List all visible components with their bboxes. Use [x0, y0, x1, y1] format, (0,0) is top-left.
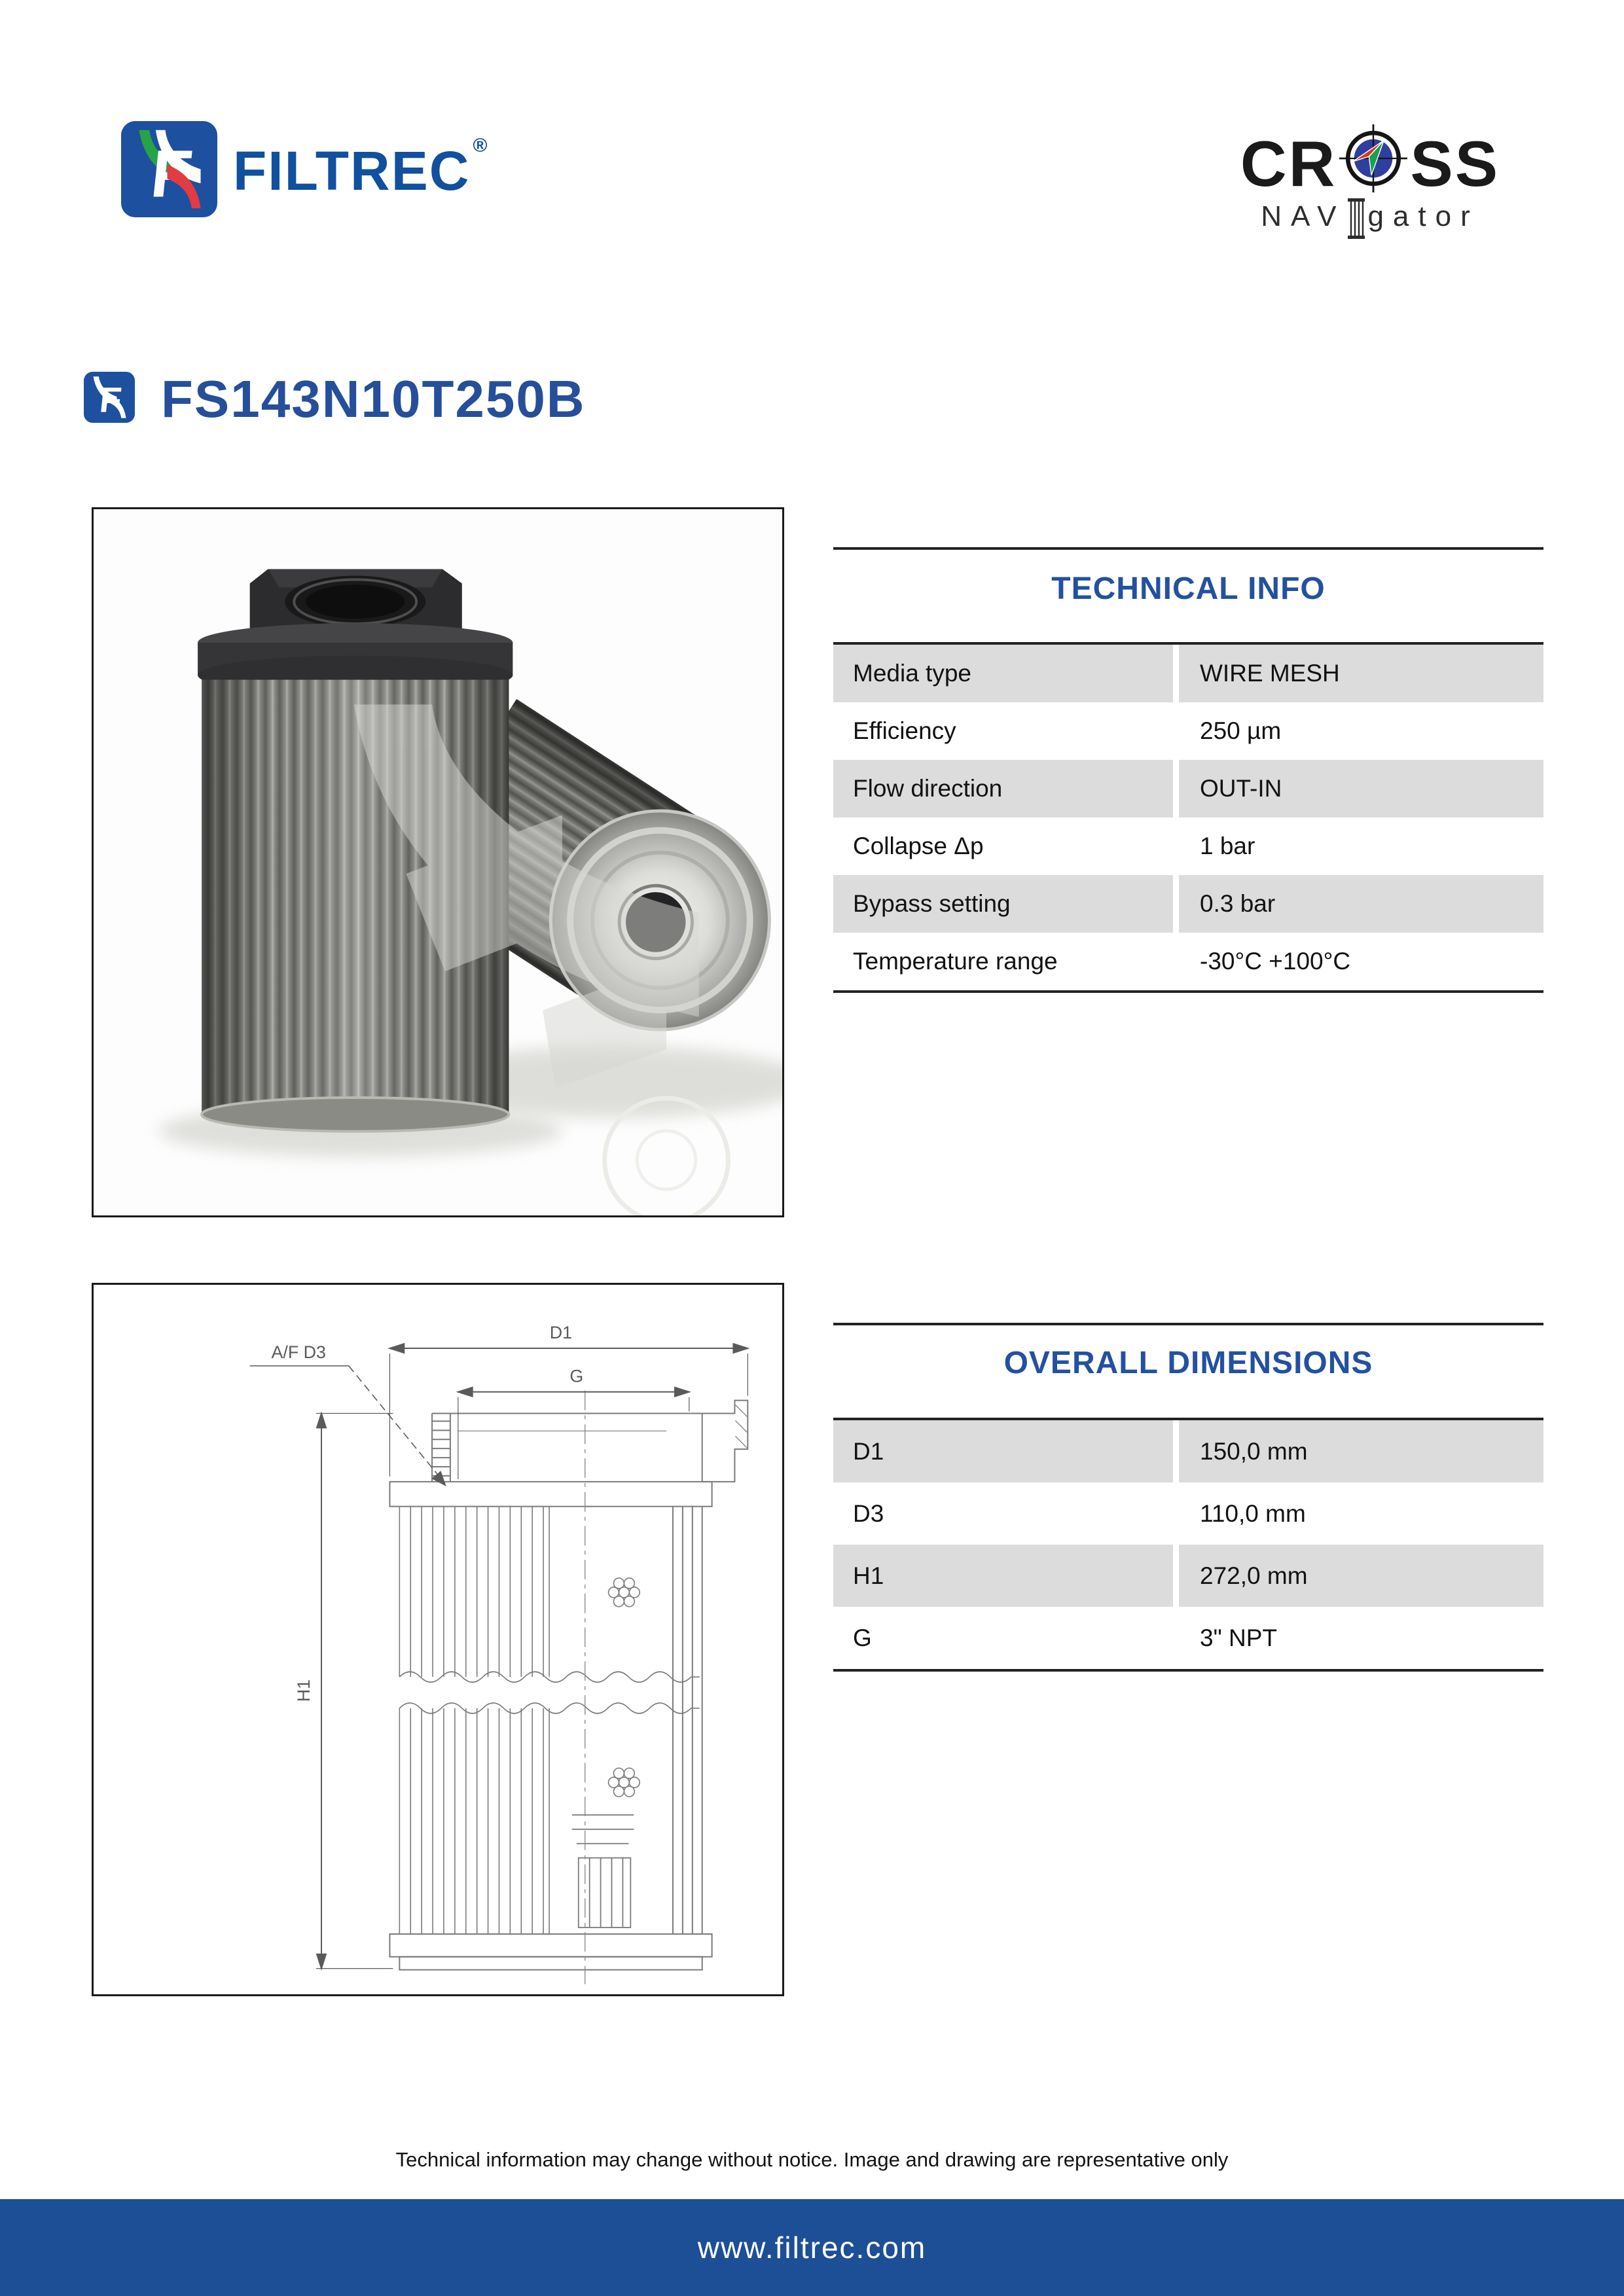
compass-icon: [1339, 124, 1407, 202]
technical-info-table: [833, 642, 1543, 993]
overall-dimensions-title: OVERALL DIMENSIONS: [1003, 1346, 1373, 1380]
row-label: G: [833, 1607, 1173, 1669]
website-link[interactable]: www.filtrec.com: [697, 2231, 927, 2265]
row-value: -30°C +100°C: [1179, 933, 1543, 990]
table-row: [833, 875, 1543, 933]
dim-label-af-d3: A/F D3: [271, 1342, 326, 1362]
table-row: [833, 817, 1543, 875]
row-value: 3" NPT: [1179, 1607, 1543, 1669]
row-value: 1 bar: [1179, 817, 1543, 875]
part-number-row: [84, 369, 586, 428]
row-value: 110,0 mm: [1179, 1482, 1543, 1545]
product-photo: [92, 507, 784, 1217]
section-divider: [833, 547, 1543, 550]
row-value: OUT-IN: [1179, 760, 1543, 817]
filtrec-wordmark: FILTREC: [233, 140, 471, 202]
filtrec-mark-icon: [121, 121, 217, 221]
row-label: H1: [833, 1545, 1173, 1607]
table-row: [833, 1607, 1543, 1669]
dim-label-g: G: [569, 1366, 584, 1386]
row-label: Efficiency: [833, 702, 1173, 760]
registered-trademark: ®: [473, 135, 488, 156]
row-label: Flow direction: [833, 760, 1173, 817]
technical-info-title: TECHNICAL INFO: [1051, 571, 1326, 606]
part-number: FS143N10T250B: [161, 369, 586, 428]
footer-disclaimer: Technical information may change without notice. Image and drawing are representative only: [395, 2148, 1229, 2171]
row-value: 250 µm: [1179, 702, 1543, 760]
table-row: [833, 933, 1543, 990]
overall-dimensions-section: [833, 1323, 1543, 1672]
overall-dimensions-table: [833, 1418, 1543, 1672]
navigator-wordmark: NAV gator: [1233, 198, 1507, 234]
table-row: [833, 1420, 1543, 1482]
row-label: Collapse Δp: [833, 817, 1173, 875]
row-value: 0.3 bar: [1179, 875, 1543, 933]
row-label: Temperature range: [833, 933, 1173, 990]
technical-drawing: [92, 1283, 784, 1996]
table-row: [833, 760, 1543, 817]
cross-wordmark: CR SS: [1233, 124, 1507, 202]
footer-bar: [0, 2199, 1624, 2296]
filtrec-logo: [121, 121, 488, 221]
table-row: [833, 702, 1543, 760]
row-value: 272,0 mm: [1179, 1545, 1543, 1607]
column-icon: [1346, 198, 1366, 246]
cross-navigator-logo: [1233, 124, 1507, 234]
row-label: D1: [833, 1420, 1173, 1482]
section-divider: [833, 1323, 1543, 1325]
row-value: WIRE MESH: [1179, 645, 1543, 702]
dim-label-d1: D1: [549, 1323, 573, 1343]
part-number-icon: [84, 372, 135, 426]
row-value: 150,0 mm: [1179, 1420, 1543, 1482]
table-row: [833, 645, 1543, 702]
table-row: [833, 1482, 1543, 1545]
table-row: [833, 1545, 1543, 1607]
row-label: D3: [833, 1482, 1173, 1545]
row-label: Bypass setting: [833, 875, 1173, 933]
dim-label-h1: H1: [294, 1679, 314, 1702]
row-label: Media type: [833, 645, 1173, 702]
technical-info-section: [833, 547, 1543, 993]
